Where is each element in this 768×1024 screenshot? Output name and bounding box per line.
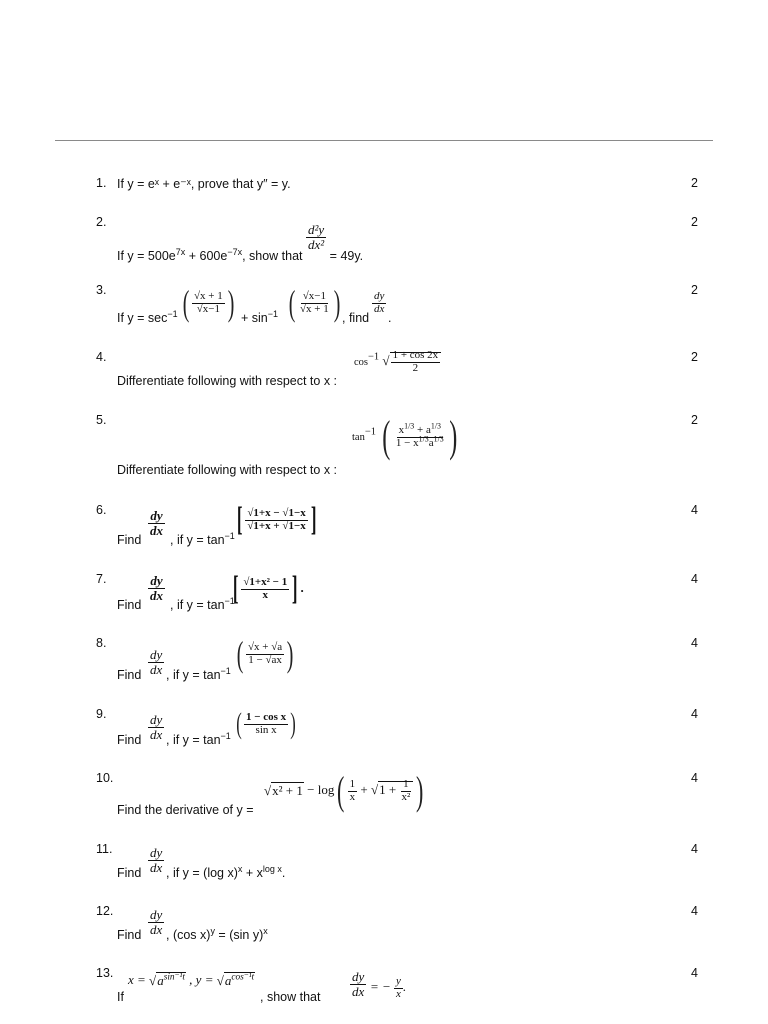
question-number: 4. [96, 350, 107, 364]
question-text: Differentiate following with respect to x : [117, 374, 338, 388]
derivative-fraction: $\frac{dy}{dx}$ [352, 969, 365, 999]
question-6: 6. 4 Find $\frac{dy}{dx}$ , if $y = \tan^{-1}$ [ $\frac{√1+x - √1-x}{√1+x + √1-x}$ ] [96, 501, 698, 547]
question-text: If [117, 990, 124, 1004]
question-1 [96, 176, 706, 196]
expression-arctan-fraction: $\tan^{-1}$ ( $\frac{x^{1/3} + a^{1/3}}{1 - x^{1/3}a^{1/3}}$ ) [352, 412, 458, 461]
question-text: Find [117, 533, 142, 547]
question-9: 9. 4 Find $\frac{dy}{dx}$ , if $y = \tan^{-1}$ ( $\frac{\text{1 − cos x}}{\text{sin x}}$ ) [96, 707, 698, 747]
question-marks: 2 [691, 215, 698, 229]
question-marks: 4 [691, 503, 698, 517]
ratio-expression: = − $\frac{y}{x}$ . [370, 975, 407, 1000]
derivative-fraction: $\frac{dy}{dx}$ [150, 647, 163, 677]
expression-arccos: $\cos^{-1}$ √ $\frac{1 + \cos 2x}{2}$ [354, 350, 441, 374]
question-text: Find [117, 928, 142, 942]
question-text: Find [117, 866, 142, 880]
question-number: 8. [96, 636, 107, 650]
question-number: 13. [96, 966, 114, 980]
expression-arctan-radical: [ $\frac{\text{√1+x² − 1}}{x}$ ] . [232, 570, 304, 607]
derivative-fraction: $\frac{dy}{dx}$ [150, 845, 163, 875]
question-text: Find [117, 598, 142, 612]
question-marks: 4 [691, 966, 698, 980]
question-7: 7. 4 Find $\frac{dy}{dx}$ , if $y = \tan^{-1}$ [ $\frac{\text{√1+x² − 1}}{x}$ ] . [96, 570, 698, 612]
question-3: 3. 2 If $y = \sec^{-1}$ ( $\frac{√x + 1}{√x-1}$ ) + $\sin^{-1}$ ( $\frac{√x-1}{√x + 1}$ ) , find $\frac{dy}{dx}$ . [96, 283, 698, 325]
question-10 [96, 768, 706, 817]
question-text: Differentiate following with respect to x : [117, 463, 338, 477]
question-5 [96, 412, 706, 477]
question-12: 12. 4 Find $\frac{dy}{dx}$ , (cos x)$^y$ = (sin y)$^x$ [96, 904, 698, 942]
question-11: 11. 4 Find $\frac{dy}{dx}$ , if y = (log $x)^x + x^{log x}$. [96, 842, 698, 880]
question-marks: 4 [691, 707, 698, 721]
expression-arctan-sum: ( $\frac{√x + √a}{1 - √ax}$ ) [236, 634, 294, 674]
expression-sin-inverse-argument: ( $\frac{√x-1}{√x + 1}$ ) [288, 283, 341, 323]
expression-arctan-radicals: [ $\frac{√1+x - √1-x}{√1+x + √1-x}$ ] [236, 501, 317, 538]
question-number: 11. [96, 842, 113, 856]
question-text: Find the derivative of y = [117, 803, 254, 817]
question-4 [96, 350, 706, 392]
header-divider [55, 140, 713, 141]
question-number: 2. [96, 215, 107, 229]
expression-sec-inverse-argument: ( $\frac{√x + 1}{√x-1}$ ) [182, 283, 235, 323]
derivative-fraction: $\frac{dy}{dx}$ [150, 508, 163, 538]
question-text: If $y = 500e^{7x} + 600e^{-7x}$, show that $\frac{\text{d²y}}{\text{dx²}}$ = 49y. [117, 222, 364, 264]
question-text: Find [117, 668, 142, 682]
question-marks: 2 [691, 283, 698, 297]
question-text: If y = eˣ + e⁻ˣ, prove that y″ = y. [117, 177, 291, 191]
expression-log-derivative: √x² + 1 − log( $\frac{1}{x}$ + √1 + $\frac{1}{\text{x²}}$ ) [264, 768, 424, 813]
question-marks: 4 [691, 636, 698, 650]
question-marks: 4 [691, 771, 698, 785]
question-number: 7. [96, 572, 107, 586]
second-derivative-fraction: $\frac{\text{d²y}}{\text{dx²}}$ [308, 222, 325, 252]
question-marks: 4 [691, 904, 698, 918]
derivative-fraction: $\frac{dy}{dx}$ [150, 907, 163, 937]
question-8: 8. 4 Find $\frac{dy}{dx}$ , if $y = \tan^{-1}$ ( $\frac{√x + √a}{1 - √ax}$ ) [96, 634, 698, 682]
derivative-fraction: $\frac{dy}{dx}$ [374, 290, 385, 315]
question-marks: 2 [691, 350, 698, 364]
derivative-fraction: $\frac{dy}{dx}$ [150, 712, 163, 742]
expression-arctan-cos: ( $\frac{\text{1 − cos x}}{\text{sin x}}$ ) [236, 707, 296, 740]
question-marks: 2 [691, 413, 698, 427]
question-2 [96, 215, 706, 265]
question-number: 10. [96, 771, 114, 785]
question-number: 6. [96, 503, 107, 517]
question-13: 13. 4 If $x = √a^{sin^{-1}t}$ , $y = √a^{cos^{-1}t}$ , show that $\frac{dy}{dx}$ = − $\frac{y}{x}$ . [96, 966, 698, 1004]
question-number: 5. [96, 413, 107, 427]
question-number: 9. [96, 707, 107, 721]
question-number: 3. [96, 283, 107, 297]
question-marks: 4 [691, 572, 698, 586]
question-text: Find [117, 733, 142, 747]
question-marks: 2 [691, 176, 698, 190]
question-text: If $y = \sec^{-1}$ [117, 308, 178, 325]
question-number: 1. [96, 176, 107, 190]
question-number: 12. [96, 904, 114, 918]
question-marks: 4 [691, 842, 698, 856]
derivative-fraction: $\frac{dy}{dx}$ [150, 573, 163, 603]
expression-parametric: $x = √a^{sin^{-1}t}$ , $y = √a^{cos^{-1}t}$ [128, 972, 255, 989]
